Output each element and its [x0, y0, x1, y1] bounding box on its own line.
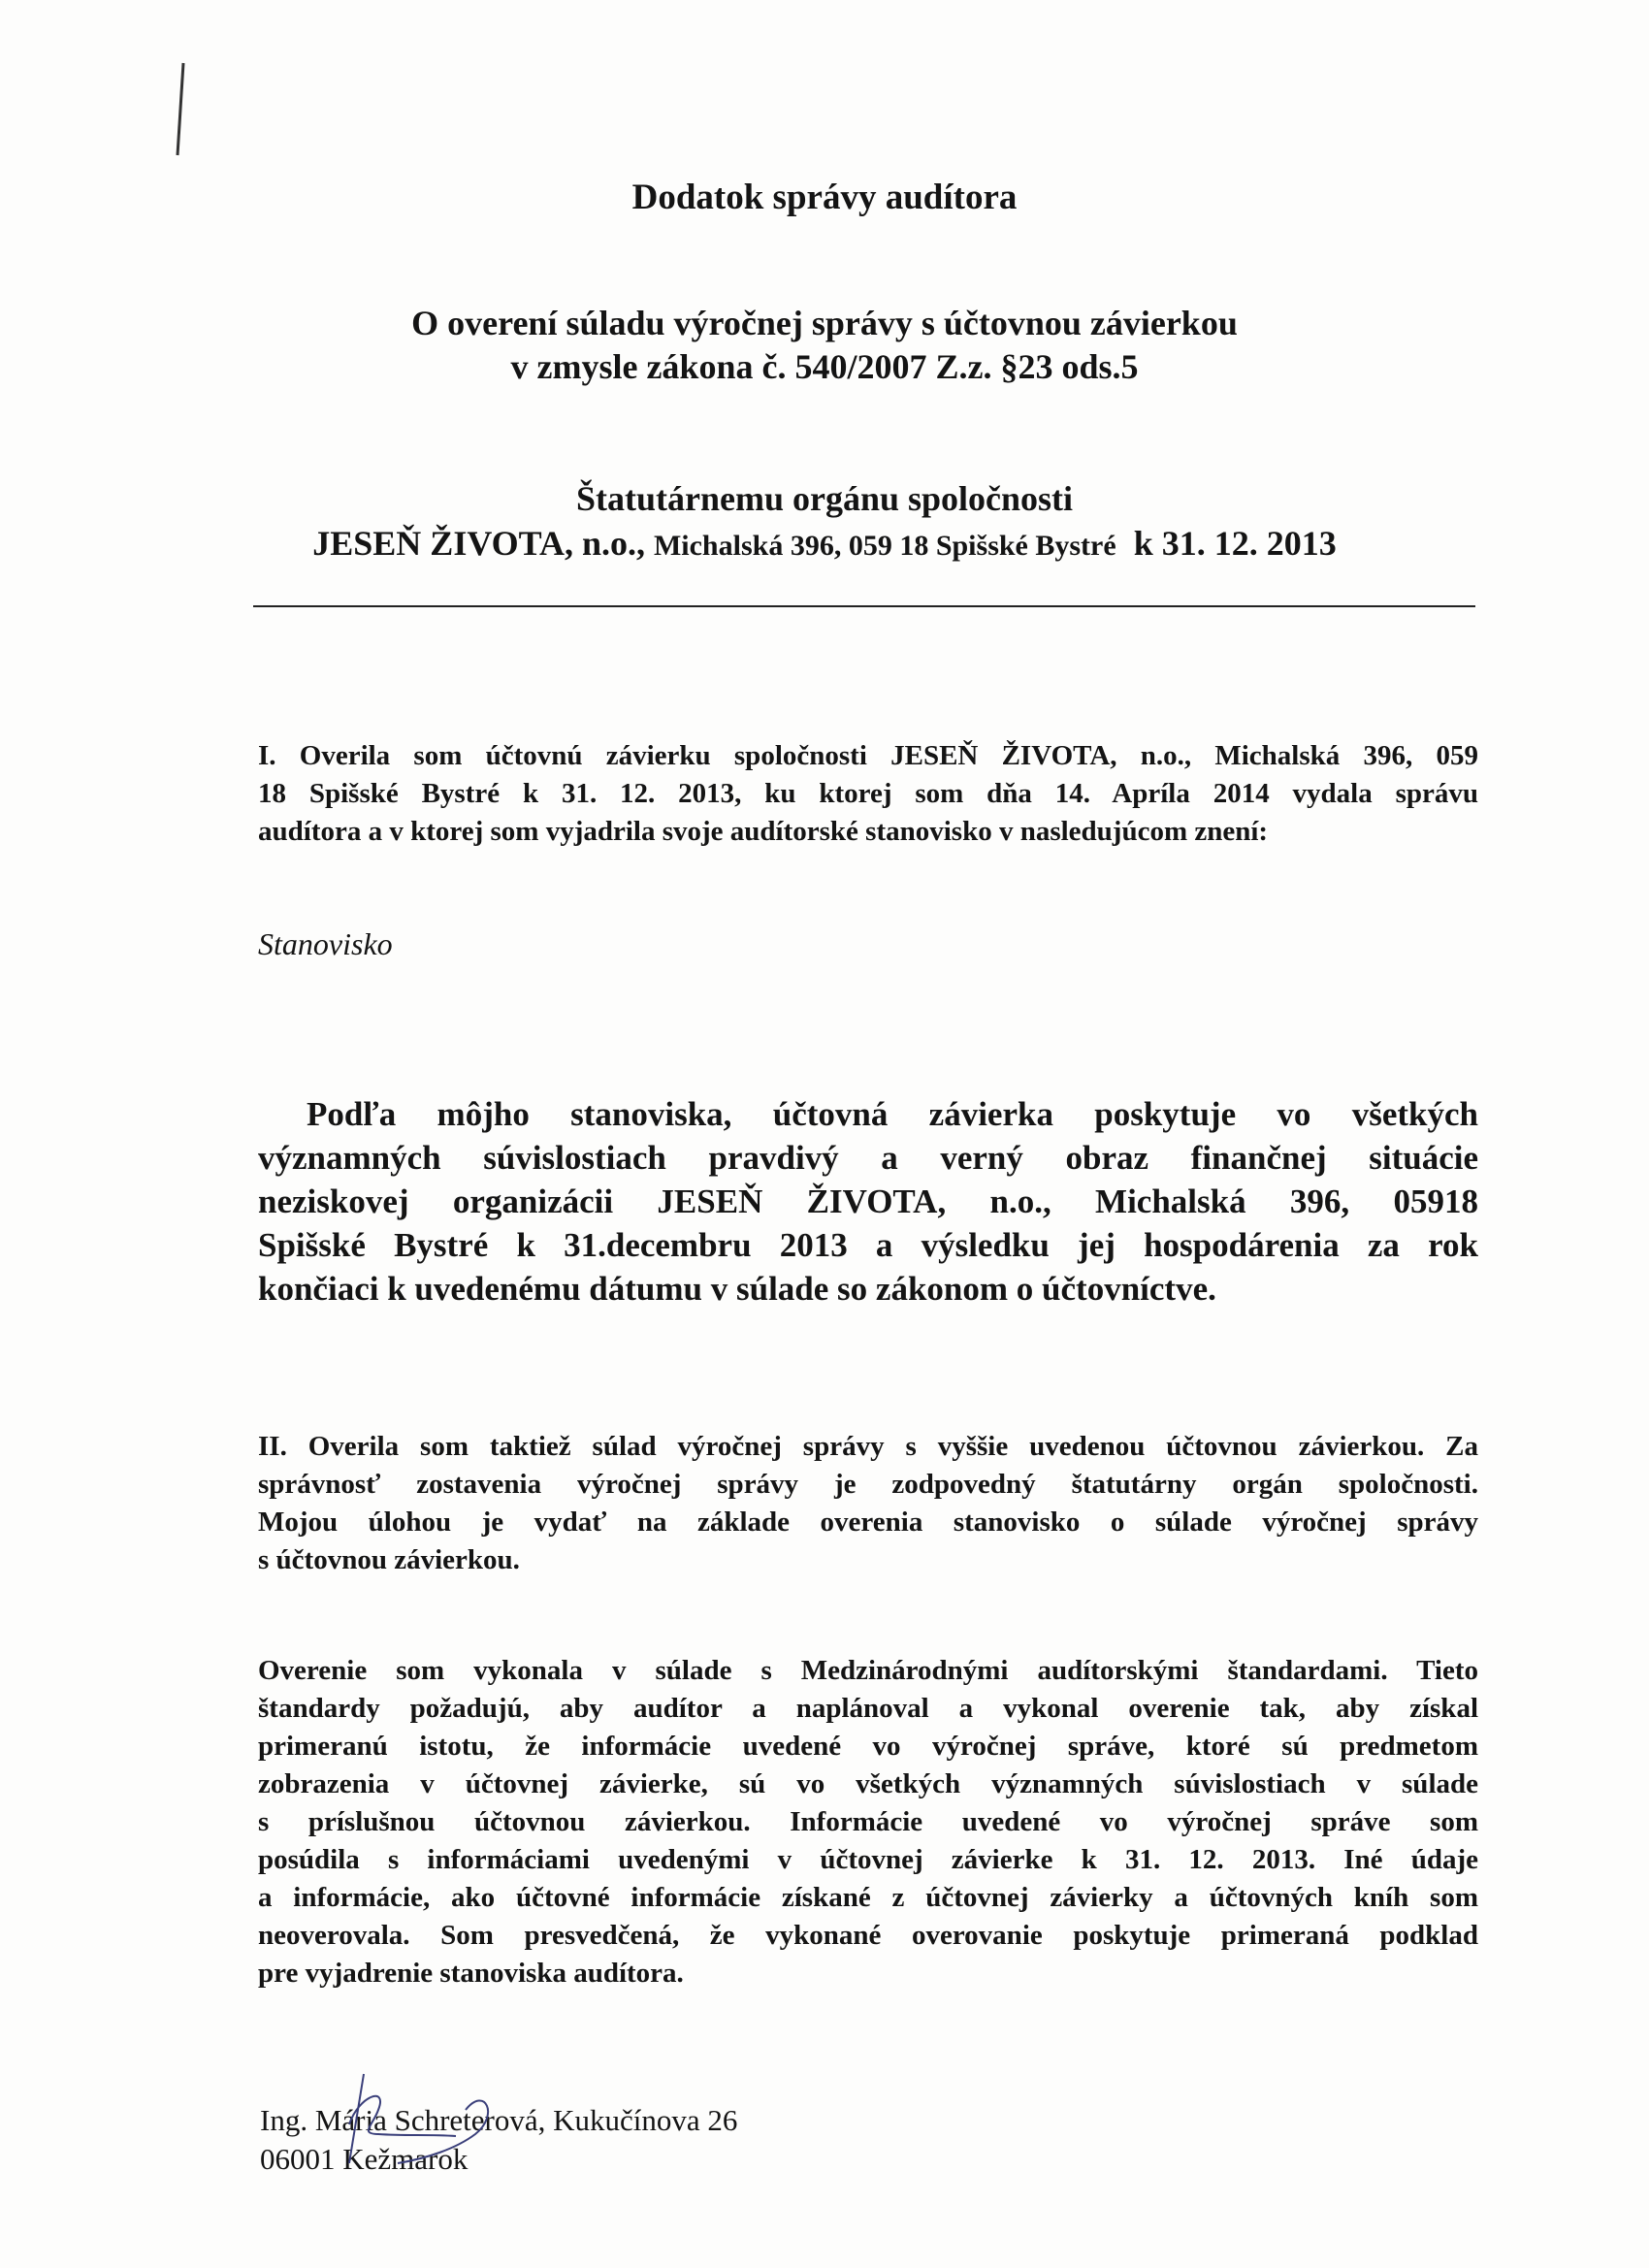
handwritten-signature [320, 2066, 553, 2173]
section-3 [258, 1652, 1478, 1993]
text-line: Mojou úlohou je vydať na základe overenia stanovisko o súlade výročnej správy [258, 1507, 1478, 1538]
auditor-name-address: Ing. Mária Schreterová, Kukučínova 26 [260, 2103, 738, 2137]
company-address: Michalská 396, 059 18 Spišské Bystré [653, 530, 1116, 562]
opinion-paragraph [258, 1092, 1478, 1311]
text-line: posúdila s informáciami uvedenými v účtovnej závierke k 31. 12. 2013. Iné údaje [258, 1844, 1478, 1875]
pen-mark [170, 58, 199, 165]
document-subtitle: O overení súladu výročnej správy s účtovnou závierkou [411, 304, 1238, 342]
auditor-city: 06001 Kežmarok [260, 2142, 469, 2176]
text-line: významných súvislostiach pravdivý a verný obraz finančnej situácie [258, 1139, 1478, 1177]
law-reference: v zmysle zákona č. 540/2007 Z.z. §23 ods.5 [510, 347, 1139, 386]
text-line: I. Overila som účtovnú závierku spoločnosti JESEŇ ŽIVOTA, n.o., Michalská 396, 059 [258, 740, 1478, 771]
text-line: audítora a v ktorej som vyjadrila svoje audítorské stanovisko v nasledujúcom znení: [258, 816, 1269, 847]
company-name: JESEŇ ŽIVOTA, n.o., [312, 524, 645, 563]
addressee: Štatutárnemu orgánu spoločnosti [575, 479, 1074, 518]
text-line: správnosť zostavenia výročnej správy je zodpovedný štatutárny orgán spoločnosti. [258, 1469, 1478, 1500]
text-line: II. Overila som taktiež súlad výročnej správy s vyššie uvedenou účtovnou závierkou. Za [258, 1431, 1478, 1462]
text-line: Overenie som vykonala v súlade s Medzinárodnými audítorskými štandardami. Tieto [258, 1655, 1478, 1686]
text-line: 18 Spišské Bystré k 31. 12. 2013, ku ktorej som dňa 14. Apríla 2014 vydala správu [258, 778, 1478, 809]
report-date: k 31. 12. 2013 [1133, 524, 1337, 563]
text-line: zobrazenia v účtovnej závierke, sú vo všetkých významných súvislostiach v súlade [258, 1768, 1478, 1799]
text-line: a informácie, ako účtovné informácie získané z účtovnej závierky a účtovných kníh som [258, 1882, 1478, 1913]
section-1 [258, 737, 1478, 851]
text-line: neziskovej organizácii JESEŇ ŽIVOTA, n.o., Michalská 396, 05918 [258, 1183, 1478, 1220]
text-line: Podľa môjho stanoviska, účtovná závierka poskytuje vo všetkých [307, 1095, 1478, 1133]
text-line: s príslušnou účtovnou závierkou. Informácie uvedené vo výročnej správe som [258, 1806, 1478, 1837]
company-line [0, 523, 1649, 564]
text-line: pre vyjadrenie stanoviska audítora. [258, 1958, 684, 1989]
text-line: primeranú istotu, že informácie uvedené vo výročnej správe, ktoré sú predmetom [258, 1731, 1478, 1762]
document-title: Dodatok správy audítora [631, 178, 1018, 217]
text-line: Spišské Bystré k 31.decembru 2013 a výsledku jej hospodárenia za rok [258, 1226, 1478, 1264]
text-line: s účtovnou závierkou. [258, 1544, 520, 1575]
section-2 [258, 1428, 1478, 1579]
divider [253, 605, 1475, 607]
text-line: končiaci k uvedenému dátumu v súlade so zákonom o účtovníctve. [258, 1270, 1216, 1308]
text-line: štandardy požadujú, aby audítor a naplánoval a vykonal overenie tak, aby získal [258, 1693, 1478, 1724]
text-line: neoverovala. Som presvedčená, že vykonané overovanie poskytuje primeraná podklad [258, 1920, 1478, 1951]
opinion-heading: Stanovisko [258, 926, 393, 961]
